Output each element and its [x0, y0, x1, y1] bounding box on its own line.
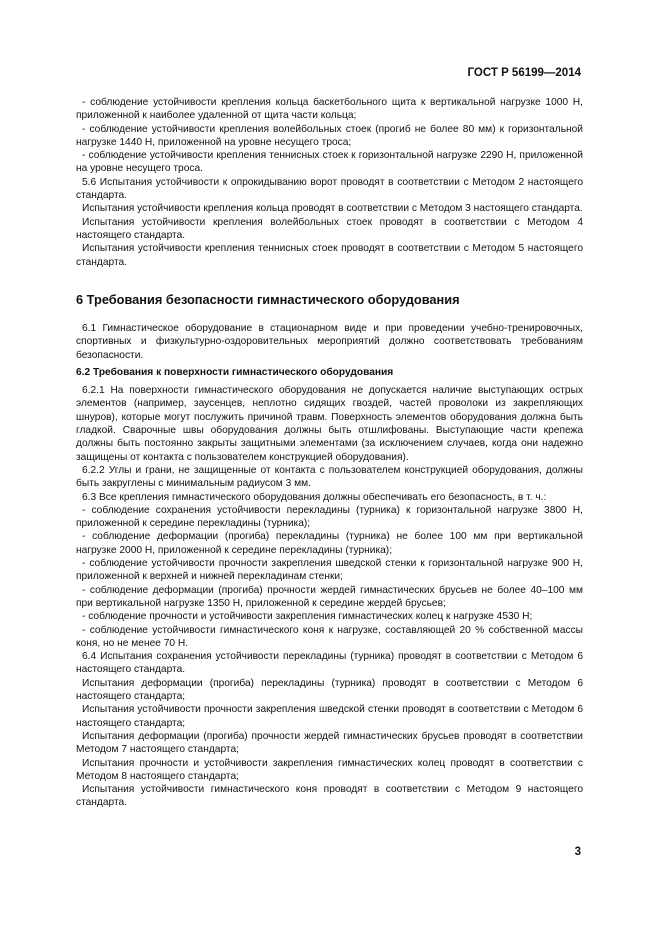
paragraph: 5.6 Испытания устойчивости к опрокидыванию ворот проводят в соответствии с Методом 2 настоящего стандарта.	[76, 176, 583, 202]
paragraph: Испытания прочности и устойчивости закрепления гимнастических колец проводят в соответствии с Методом 8 настоящего стандарта;	[76, 757, 583, 782]
section5-continuation	[76, 96, 583, 269]
list-item: - соблюдение устойчивости гимнастического коня к нагрузке, составляющей 20 % собственной массы коня, но не менее 70 Н.	[76, 624, 583, 649]
section6-body	[76, 322, 583, 810]
paragraph: - соблюдение устойчивости крепления кольца баскетбольного щита к вертикальной нагрузке 1000 Н, приложенной к наиболее удаленной от щита части кольца;	[76, 97, 583, 122]
list-item: - соблюдение деформации (прогиба) перекладины (турника) не более 100 мм при вертикальной нагрузке 2000 Н, приложенной к середине перекладины (турника);	[76, 531, 583, 556]
paragraph-6-1: 6.1 Гимнастическое оборудование в стационарном виде и при проведении учебно-тренировочных, спортивных и физкультурно-оздоровительных мероприятий должно соответствовать требованиям безопасности.	[76, 323, 583, 361]
section-6-heading: 6 Требования безопасности гимнастического оборудования	[76, 292, 460, 307]
paragraph: Испытания устойчивости крепления волейбольных стоек проводят в соответствии с Методом 4 настоящего стандарта.	[76, 216, 583, 241]
list-item: - соблюдение устойчивости прочности закрепления шведской стенки к горизонтальной нагрузке 900 Н, приложенной к верхней и нижней перекладинам стенки;	[76, 558, 583, 583]
list-item: - соблюдение деформации (прогиба) прочности жердей гимнастических брусьев не более 40–100 мм при вертикальной нагрузке 1350 Н, приложенной к середине жердей брусьев;	[76, 584, 583, 609]
document-header: ГОСТ Р 56199—2014	[467, 67, 581, 79]
paragraph: Испытания устойчивости крепления теннисных стоек проводят в соответствии с Методом 5 настоящего стандарта.	[76, 243, 583, 268]
list-item: - соблюдение сохранения устойчивости перекладины (турника) к горизонтальной нагрузке 3800 Н, приложенной к середине перекладины (турника);	[76, 504, 583, 530]
paragraph: 6.2.1 На поверхности гимнастического оборудования не допускается наличие выступающих острых элементов (например, заусенцев, неплотно сидящих гвоздей, частей проволоки из закрепляющих шнуров), которые могут послужить причиной травм. Поверхность элементов оборудования должна быть гладкой. Сварочные швы оборудования должны быть отшлифованы. Выступающие части крепежа должны быть постоянно закрыты защитными элементами (за исключением случаев, когда они надежно защищены от контакта с пользователем конструкцией оборудования).	[76, 385, 583, 463]
page-number: 3	[574, 846, 581, 858]
paragraph: 6.3 Все крепления гимнастического оборудования должны обеспечивать его безопасность, в т. ч.:	[82, 491, 547, 503]
paragraph: Испытания деформации (прогиба) перекладины (турника) проводят в соответствии с Методом 6 настоящего стандарта;	[76, 677, 583, 703]
paragraph: Испытания устойчивости гимнастического коня проводят в соответствии с Методом 9 настоящего стандарта.	[76, 784, 583, 809]
list-item: - соблюдение прочности и устойчивости закрепления гимнастических колец к нагрузке 4530 Н;	[82, 611, 533, 623]
paragraph: 6.4 Испытания сохранения устойчивости перекладины (турника) проводят в соответствии с Методом 6 настоящего стандарта.	[76, 651, 583, 676]
subsection-6-2-heading: 6.2 Требования к поверхности гимнастического оборудования	[76, 366, 394, 378]
paragraph: - соблюдение устойчивости крепления теннисных стоек к горизонтальной нагрузке 2290 Н, приложенной на уровне несущего троса.	[76, 150, 583, 175]
paragraph: Испытания деформации (прогиба) прочности жердей гимнастических брусьев проводят в соответствии Методом 7 настоящего стандарта;	[76, 730, 583, 756]
paragraph: Испытания устойчивости крепления кольца проводят в соответствии с Методом 3 настоящего стандарта.	[82, 203, 583, 215]
paragraph: Испытания устойчивости прочности закрепления шведской стенки проводят в соответствии с Методом 6 настоящего стандарта;	[76, 704, 583, 729]
paragraph: - соблюдение устойчивости крепления волейбольных стоек (прогиб не более 80 мм) к горизонтальной нагрузке 1440 Н, приложенной на уровне несущего троса;	[76, 123, 583, 148]
paragraph: 6.2.2 Углы и грани, не защищенные от контакта с пользователем конструкцией оборудования, должны быть закруглены с минимальным радиусом 3 мм.	[76, 464, 583, 490]
